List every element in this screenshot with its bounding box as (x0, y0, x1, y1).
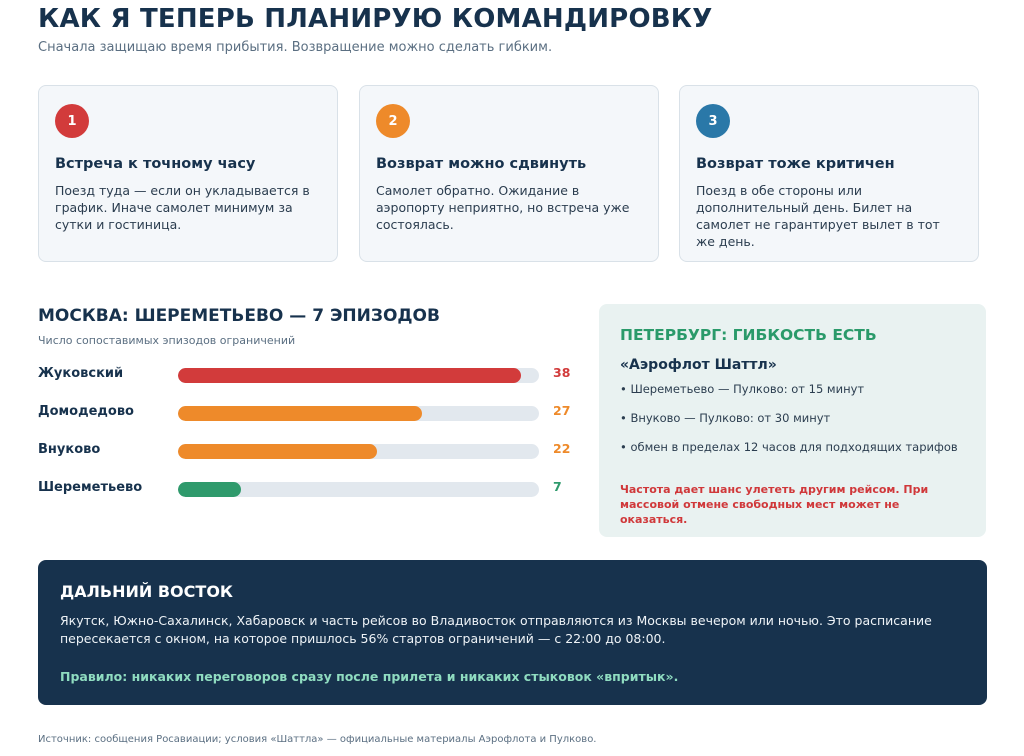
bar (178, 482, 241, 497)
card-title: Возврат тоже критичен (696, 156, 895, 172)
step-badge-1: 1 (55, 104, 89, 138)
bar-value-label: 7 (553, 479, 562, 494)
bar-value-label: 22 (553, 441, 571, 456)
card-text: Самолет обратно. Ожидание в аэропорту неприятно, но встреча уже состоялась. (376, 183, 630, 232)
card-text: Поезд туда — если он укладывается в график. Иначе самолет минимум за сутки и гостиница. (55, 183, 310, 232)
source-note: Источник: сообщения Росавиации; условия «Шаттла» — официальные материалы Аэрофлота и Пулково. (38, 734, 597, 745)
card-title: Встреча к точному часу (55, 156, 256, 172)
spb-list-item: • Шереметьево — Пулково: от 15 минут (620, 382, 865, 396)
bar-category-label: Жуковский (38, 366, 124, 381)
moscow-section-title: МОСКВА: ШЕРЕМЕТЬЕВО — 7 ЭПИЗОДОВ (38, 306, 440, 326)
spb-panel (599, 304, 986, 537)
page-title: КАК Я ТЕПЕРЬ ПЛАНИРУЮ КОМАНДИРОВКУ (38, 4, 713, 34)
bar-category-label: Шереметьево (38, 480, 143, 495)
page-subtitle: Сначала защищаю время прибытия. Возвращение можно сделать гибким. (38, 40, 553, 55)
bar (178, 444, 377, 459)
bar-track (178, 368, 539, 383)
bar-value-label: 38 (553, 365, 571, 380)
bar-category-label: Внуково (38, 442, 101, 457)
bar (178, 406, 422, 421)
bar (178, 368, 521, 383)
card-arrival (38, 85, 338, 262)
card-title: Возврат можно сдвинуть (376, 156, 587, 172)
bar-value-label: 27 (553, 403, 571, 418)
spb-title: ПЕТЕРБУРГ: ГИБКОСТЬ ЕСТЬ (620, 326, 877, 344)
bar-row (38, 441, 578, 461)
spb-list-item: • Внуково — Пулково: от 30 минут (620, 411, 831, 425)
far-east-text: Якутск, Южно-Сахалинск, Хабаровск и часть рейсов во Владивосток отправляются из Москвы вечером или ночью. Это расписание пересекается с окном, на которое пришлось 56% стартов ограничений — с 22:00 до 08:00. (60, 613, 932, 646)
spb-warning: Частота дает шанс улететь другим рейсом. При массовой отмене свободных мест может не оказаться. (620, 483, 929, 526)
far-east-rule: Правило: никаких переговоров сразу после прилета и никаких стыковок «впритык». (60, 669, 679, 684)
step-badge-2: 2 (376, 104, 410, 138)
bar-track (178, 406, 539, 421)
bar-row (38, 479, 578, 499)
card-return-flexible (359, 85, 659, 262)
spb-list-item: • обмен в пределах 12 часов для подходящих тарифов (620, 440, 958, 454)
bar-track (178, 444, 539, 459)
card-text: Поезд в обе стороны или дополнительный день. Билет на самолет не гарантирует вылет в тот же день. (696, 183, 940, 249)
bar-row (38, 365, 578, 385)
step-badge-3: 3 (696, 104, 730, 138)
bar-category-label: Домодедово (38, 404, 134, 419)
moscow-section-subtitle: Число сопоставимых эпизодов ограничений (38, 334, 296, 347)
spb-list (620, 382, 966, 469)
bar-row (38, 403, 578, 423)
card-return-critical (679, 85, 979, 262)
bar-track (178, 482, 539, 497)
far-east-panel (38, 560, 987, 705)
far-east-title: ДАЛЬНИЙ ВОСТОК (60, 582, 233, 601)
spb-subtitle: «Аэрофлот Шаттл» (620, 357, 777, 373)
